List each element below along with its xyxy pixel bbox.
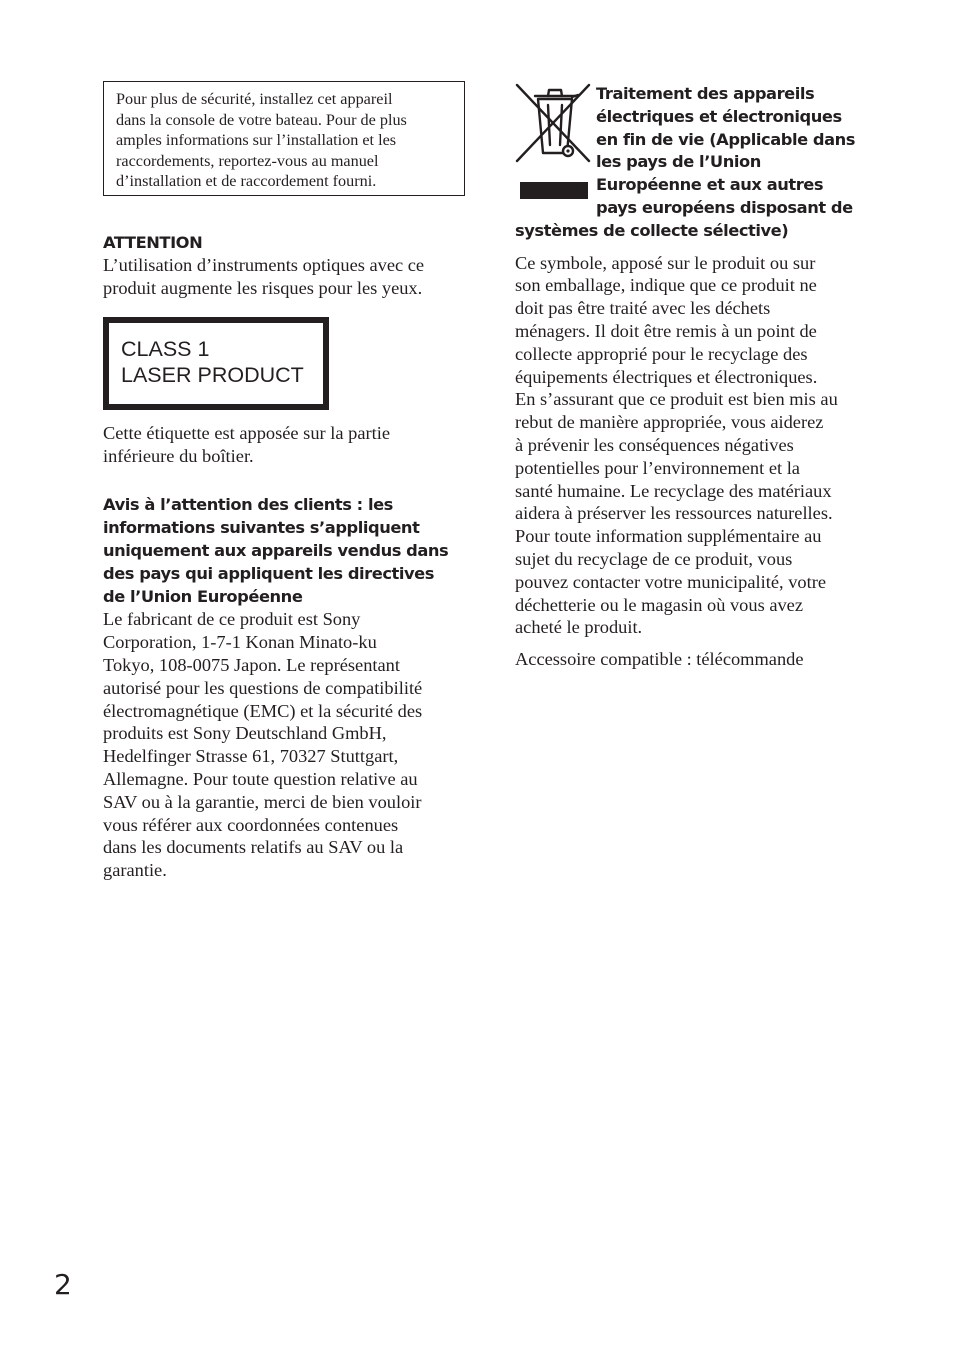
heading-line: électriques et électroniques — [596, 106, 842, 126]
text-line: acheté le produit. — [515, 617, 643, 638]
text-line: Pour toute information supplémentaire au — [515, 526, 822, 547]
notice-line: amples informations sur l’installation et les — [116, 131, 397, 149]
page-number: 2 — [54, 1268, 72, 1301]
text-line: inférieure du boîtier. — [103, 445, 254, 466]
text-line: produits est Sony Deutschland GmbH, — [103, 723, 387, 744]
text-line: doit pas être traité avec les déchets — [515, 298, 771, 319]
text-line: SAV ou à la garantie, merci de bien vouloir — [103, 791, 422, 812]
text-line: sujet du recyclage de ce produit, vous — [515, 548, 793, 569]
heading-line: des pays qui appliquent les directives — [103, 563, 434, 583]
notice-line: Pour plus de sécurité, installez cet appareil — [116, 90, 393, 108]
text-line: à prévenir les conséquences négatives — [515, 434, 794, 455]
notice-line: d’installation et de raccordement fourni. — [116, 172, 377, 190]
text-line: En s’assurant que ce produit est bien mis au — [515, 389, 838, 410]
heading-line: Européenne et aux autres — [596, 175, 824, 195]
text-line: potentielles pour l’environnement et la — [515, 457, 800, 478]
text-line: son emballage, indique que ce produit ne — [515, 275, 817, 296]
text-line: garantie. — [103, 860, 167, 881]
heading-line: Traitement des appareils — [596, 84, 815, 103]
crossed-out-wheelie-bin-icon — [515, 83, 591, 201]
text-line: dans les documents relatifs au SAV ou la — [103, 837, 404, 858]
compatible-accessory-text: Accessoire compatible : télécommande — [515, 649, 804, 670]
text-line: Allemagne. Pour toute question relative au — [103, 769, 418, 790]
class1-laser-label — [103, 317, 329, 410]
text-line: produit augmente les risques pour les yeux. — [103, 278, 423, 299]
text-line: aidera à préserver les ressources naturelles. — [515, 503, 833, 524]
text-line: Tokyo, 108-0075 Japon. Le représentant — [103, 655, 400, 676]
attention-heading: ATTENTION — [103, 232, 203, 252]
text-line: Le fabricant de ce produit est Sony — [103, 609, 361, 630]
text-line: déchetterie ou le magasin où vous avez — [515, 594, 804, 615]
text-line: ménagers. Il doit être remis à un point de — [515, 320, 817, 341]
text-line: vous référer aux coordonnées contenues — [103, 814, 399, 835]
weee-body — [515, 252, 873, 640]
heading-line: informations suivantes s’appliquent — [103, 518, 420, 538]
text-line: Hedelfinger Strasse 61, 70327 Stuttgart, — [103, 746, 399, 767]
notice-line: raccordements, reportez-vous au manuel — [116, 151, 379, 170]
text-line: pouvez contacter votre municipalité, votre — [515, 571, 826, 592]
text-line: Ce symbole, apposé sur le produit ou sur — [515, 252, 816, 273]
text-line: Corporation, 1-7-1 Konan Minato-ku — [103, 632, 377, 653]
eu-notice-heading — [103, 494, 465, 608]
heading-line: uniquement aux appareils vendus dans — [103, 541, 449, 561]
heading-line: systèmes de collecte sélective) — [515, 220, 789, 240]
text-line: collecte approprié pour le recyclage des — [515, 343, 808, 364]
text-line: santé humaine. Le recyclage des matériaux — [515, 480, 832, 501]
attention-text — [103, 254, 465, 300]
text-line: électromagnétique (EMC) et la sécurité des — [103, 700, 423, 721]
safety-notice-box — [103, 81, 465, 196]
text-line: autorisé pour les questions de compatibilité — [103, 677, 423, 698]
text-line: rebut de manière appropriée, vous aiderez — [515, 412, 824, 433]
text-line: équipements électriques et électroniques. — [515, 366, 818, 387]
left-column — [103, 81, 465, 882]
label-caption — [103, 422, 465, 468]
laser-label-class: CLASS 1 — [121, 336, 210, 361]
notice-line: dans la console de votre bateau. Pour de plus — [116, 110, 407, 129]
heading-line: Avis à l’attention des clients : les — [103, 495, 393, 515]
weee-section — [515, 83, 873, 243]
heading-line: les pays de l’Union — [596, 152, 761, 172]
heading-line: pays européens disposant de — [596, 197, 853, 217]
right-column — [515, 85, 873, 671]
heading-line: en fin de vie (Applicable dans — [596, 129, 856, 149]
text-line: Cette étiquette est apposée sur la partie — [103, 422, 390, 443]
laser-label-product: LASER PRODUCT — [121, 362, 304, 387]
text-line: L’utilisation d’instruments optiques avec ce — [103, 255, 425, 276]
eu-notice-body — [103, 608, 465, 882]
heading-line: de l’Union Européenne — [103, 586, 303, 606]
